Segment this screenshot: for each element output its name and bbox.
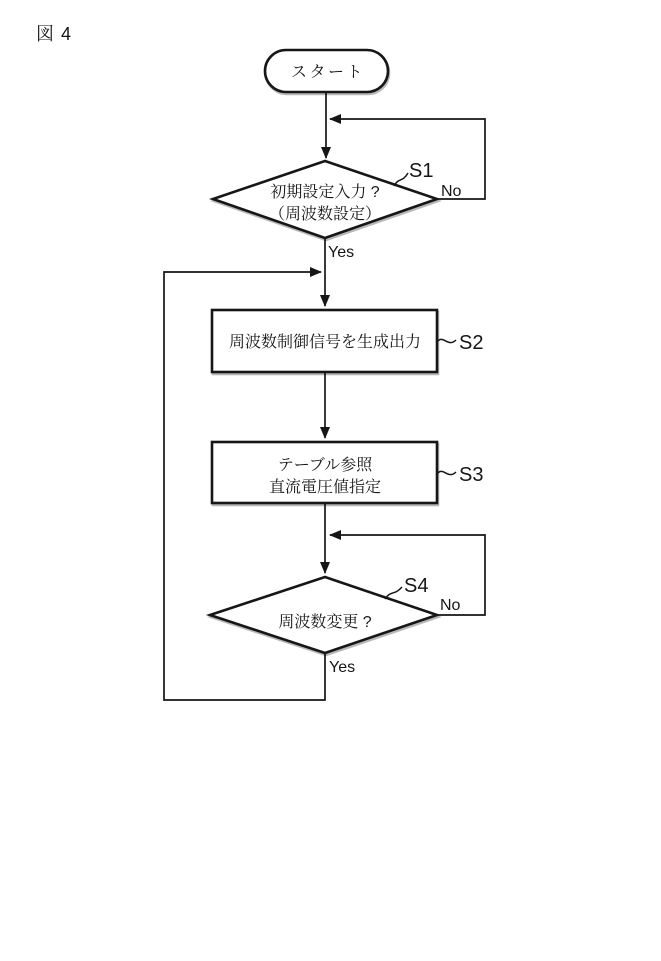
s3-label-line2: 直流電圧値指定 xyxy=(268,479,382,496)
s3-ref-connector xyxy=(437,471,456,474)
s2-ref-connector xyxy=(437,339,456,342)
s4-ref-label: S4 xyxy=(404,575,429,597)
s1-question-line1: 初期設定入力 ? xyxy=(270,184,380,201)
s3-label-line1: テーブル参照 xyxy=(277,457,373,474)
s2-ref-label: S2 xyxy=(459,332,484,354)
s1-ref-connector xyxy=(394,173,408,186)
s3-ref-label: S3 xyxy=(459,464,484,486)
s1-yes-label: Yes xyxy=(328,244,355,261)
figure-label: 図 4 xyxy=(36,24,73,44)
s4-no-label: No xyxy=(440,597,461,614)
s1-no-label: No xyxy=(441,183,462,200)
s1-ref-label: S1 xyxy=(409,160,434,182)
s2-label: 周波数制御信号を生成出力 xyxy=(228,334,422,351)
s4-question: 周波数変更 ? xyxy=(278,614,372,631)
start-label: スタート xyxy=(290,64,366,81)
s4-yes-label: Yes xyxy=(329,659,356,676)
s1-question-line2: （周波数設定） xyxy=(268,206,382,223)
